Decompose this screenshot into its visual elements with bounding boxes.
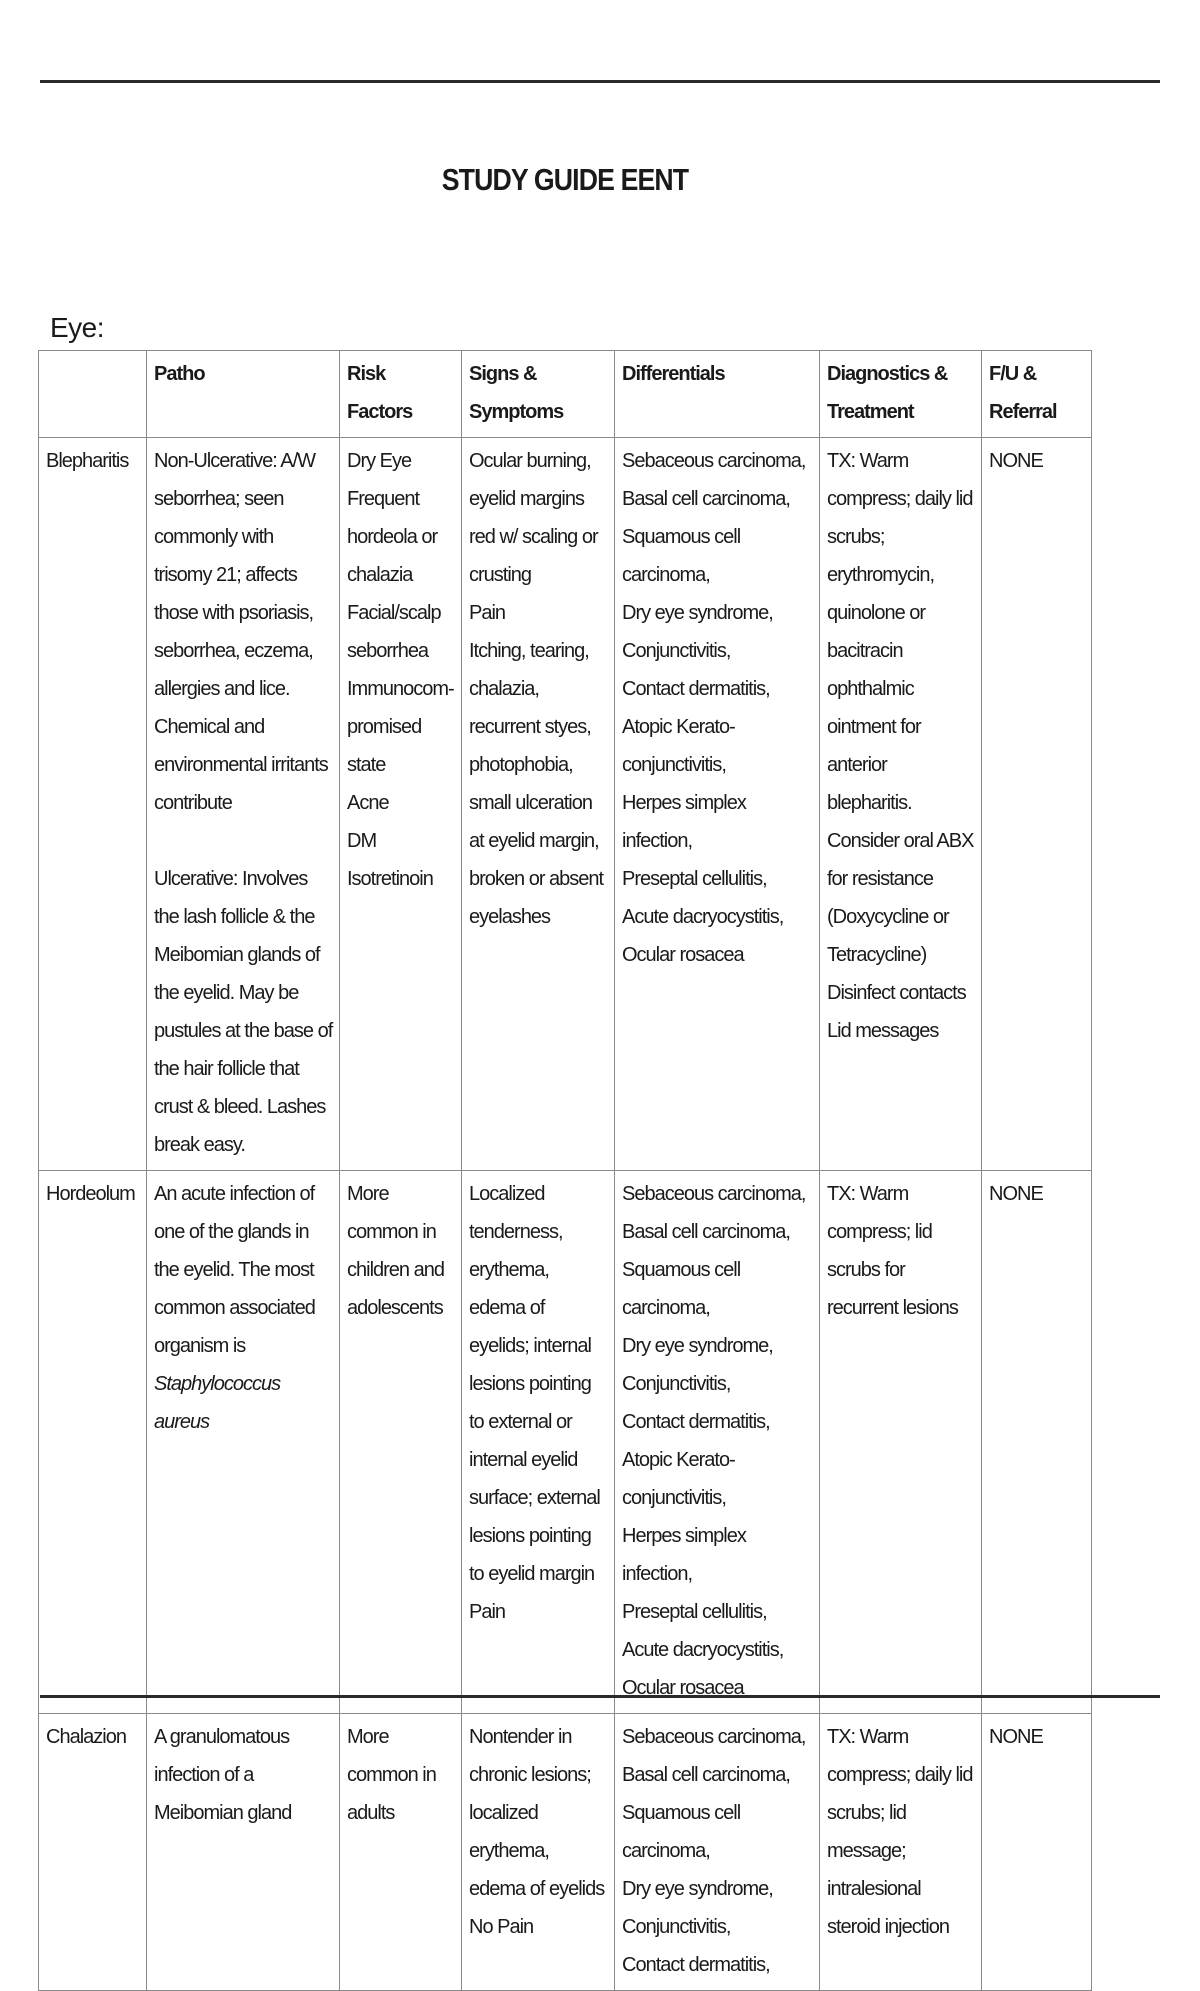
top-rule (40, 80, 1160, 83)
header-diagnostics-treatment: Diagnostics & Treatment (820, 351, 982, 438)
header-differentials: Differentials (615, 351, 820, 438)
patho-cell: Non-Ulcerative: A/W seborrhea; seen commonly with trisomy 21; affects those with psoriasis, seborrhea, eczema, allergies and lice. Chemical and environmental irritants contribute Ulcerative: Involves the lash follicle & the Meibomian glands of the eyelid. May be pustules at the base of the hair follicle that crust & bleed. Lashes break easy. (147, 438, 340, 1171)
table-row (39, 1171, 1092, 1714)
risk-factors-cell: More common in adults (340, 1714, 462, 1991)
risk-factors-cell: Dry Eye Frequent hordeola or chalazia Facial/scalp seborrhea Immunocom-promised state Acne DM Isotretinoin (340, 438, 462, 1171)
differentials-cell: Sebaceous carcinoma, Basal cell carcinoma, Squamous cell carcinoma, Dry eye syndrome, Conjunctivitis, Contact dermatitis, (615, 1714, 820, 1991)
table-row (39, 438, 1092, 1171)
signs-symptoms-cell: Nontender in chronic lesions; localized erythema, edema of eyelids No Pain (462, 1714, 615, 1991)
header-signs-symptoms: Signs & Symptoms (462, 351, 615, 438)
differentials-cell: Sebaceous carcinoma, Basal cell carcinoma, Squamous cell carcinoma, Dry eye syndrome, Conjunctivitis, Contact dermatitis, Atopic Kerato-conjunctivitis, Herpes simplex infection, Preseptal cellulitis, Acute dacryocystitis, Ocular rosacea (615, 1171, 820, 1714)
fu-referral-cell: NONE (982, 1171, 1092, 1714)
diagnostics-treatment-cell: TX: Warm compress; lid scrubs for recurrent lesions (820, 1171, 982, 1714)
section-label-eye: Eye: (50, 312, 105, 343)
signs-symptoms-cell: Ocular burning, eyelid margins red w/ scaling or crusting Pain Itching, tearing, chalazia, recurrent styes, photophobia, small ulceration at eyelid margin, broken or absent eyelashes (462, 438, 615, 1171)
condition-cell: Chalazion (39, 1714, 147, 1991)
condition-cell: Hordeolum (39, 1171, 147, 1714)
study-guide-table (38, 350, 1092, 1991)
fu-referral-cell: NONE (982, 438, 1092, 1171)
header-risk-factors: Risk Factors (340, 351, 462, 438)
risk-factors-cell: More common in children and adolescents (340, 1171, 462, 1714)
header-patho: Patho (147, 351, 340, 438)
patho-cell: A granulomatous infection of a Meibomian gland (147, 1714, 340, 1991)
table-row (39, 1714, 1092, 1991)
header-condition (39, 351, 147, 438)
bottom-rule (40, 1695, 1160, 1698)
differentials-cell: Sebaceous carcinoma, Basal cell carcinoma, Squamous cell carcinoma, Dry eye syndrome, Conjunctivitis, Contact dermatitis, Atopic Kerato-conjunctivitis, Herpes simplex infection, Preseptal cellulitis, Acute dacryocystitis, Ocular rosacea (615, 438, 820, 1171)
patho-cell (147, 1171, 340, 1714)
diagnostics-treatment-cell: TX: Warm compress; daily lid scrubs; erythromycin, quinolone or bacitracin ophthalmic ointment for anterior blepharitis. Consider oral ABX for resistance (Doxycycline or Tetracycline) Disinfect contacts Lid messages (820, 438, 982, 1171)
table-header-row (39, 351, 1092, 438)
patho-text: An acute infection of one of the glands in the eyelid. The most common associated organism is (154, 1183, 315, 1357)
condition-cell: Blepharitis (39, 438, 147, 1171)
header-fu-referral: F/U & Referral (982, 351, 1092, 438)
diagnostics-treatment-cell: TX: Warm compress; daily lid scrubs; lid message; intralesional steroid injection (820, 1714, 982, 1991)
document-title: STUDY GUIDE EENT (441, 162, 689, 197)
fu-referral-cell: NONE (982, 1714, 1092, 1991)
signs-symptoms-cell: Localized tenderness, erythema, edema of eyelids; internal lesions pointing to external or internal eyelid surface; external lesions pointing to eyelid margin Pain (462, 1171, 615, 1714)
organism-name: Staphylococcus aureus (154, 1373, 281, 1433)
